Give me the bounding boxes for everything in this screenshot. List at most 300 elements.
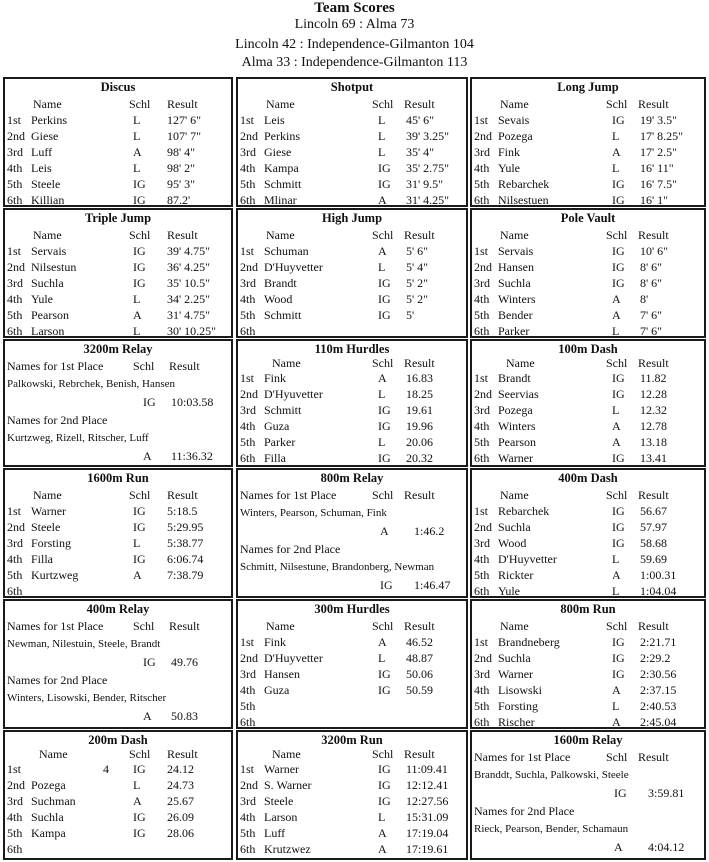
- col-header-result: Result: [169, 619, 200, 633]
- place-label: 2nd: [7, 260, 25, 274]
- col-header-result: Result: [404, 228, 435, 242]
- place-label: 2nd: [240, 129, 258, 143]
- place-label: 4th: [474, 292, 490, 306]
- result-row: [472, 535, 704, 551]
- place-label: 4th: [240, 419, 256, 433]
- school-code: A: [612, 308, 621, 322]
- result-row: [238, 809, 466, 825]
- school-code: L: [133, 113, 141, 127]
- result-row: [238, 793, 466, 809]
- result-value: 7' 6": [640, 308, 663, 322]
- school-code: IG: [133, 504, 146, 518]
- athlete-name: Giese: [264, 145, 292, 159]
- result-value: 87.2': [167, 193, 191, 207]
- place-label: 6th: [240, 193, 256, 207]
- relay-1600-box: [470, 730, 706, 860]
- place-label: 2nd: [7, 778, 25, 792]
- col-header-schl: Schl: [133, 359, 155, 373]
- school-code: L: [133, 324, 141, 338]
- result-value: 36' 4.25": [167, 260, 211, 274]
- athlete-name: Mlinar: [264, 193, 297, 207]
- result-row: [238, 761, 466, 777]
- school-code: L: [133, 129, 141, 143]
- result-value: 19.61: [406, 403, 433, 417]
- run-1600-box: [3, 468, 233, 598]
- result-value: 31' 9.5": [406, 177, 444, 191]
- place-label: 1st: [240, 762, 255, 776]
- result-row: [238, 418, 466, 434]
- col-header-schl: Schl: [133, 619, 155, 633]
- result-value: 7:38.79: [167, 568, 204, 582]
- athlete-name: Guza: [264, 419, 290, 433]
- first-place-result: 3:59.81: [648, 786, 685, 800]
- place-label: 3rd: [474, 667, 490, 681]
- second-place-label: Names for 2nd Place: [7, 673, 108, 687]
- relay-400-box: [3, 599, 233, 729]
- col-header-schl: Schl: [372, 228, 394, 242]
- col-header-schl: Schl: [606, 750, 628, 764]
- school-code: L: [612, 161, 620, 175]
- athlete-name: Yule: [31, 292, 53, 306]
- col-header-schl: Schl: [372, 488, 394, 502]
- athlete-name: Schmitt: [264, 308, 302, 322]
- first-place-label: Names for 1st Place: [7, 619, 104, 633]
- col-header-result: Result: [404, 619, 435, 633]
- result-row: [238, 666, 466, 682]
- col-header-name: Name: [33, 228, 62, 242]
- result-value: 8' 6": [640, 276, 663, 290]
- result-value: 30' 10.25": [167, 324, 217, 338]
- place-label: 1st: [474, 113, 489, 127]
- result-row: [238, 144, 466, 160]
- athlete-name: Rebarchek: [498, 177, 550, 191]
- col-header-name: Name: [272, 356, 301, 370]
- result-row: [472, 112, 704, 128]
- hurdles-110-box: [236, 339, 468, 467]
- school-code: IG: [378, 419, 391, 433]
- result-value: 20.32: [406, 451, 433, 465]
- school-code: L: [378, 387, 386, 401]
- discus-box: [3, 77, 233, 207]
- school-code: L: [133, 536, 141, 550]
- school-code: IG: [133, 193, 146, 207]
- col-header-schl: Schl: [606, 97, 628, 111]
- second-place-school: A: [614, 840, 623, 854]
- col-header-name: Name: [500, 228, 529, 242]
- place-label: 1st: [7, 113, 22, 127]
- col-header-schl: Schl: [606, 356, 628, 370]
- result-row: [5, 841, 231, 857]
- school-code: A: [612, 435, 621, 449]
- place-label: 3rd: [474, 276, 490, 290]
- result-row: [472, 450, 704, 466]
- athlete-name: Bender: [498, 308, 533, 322]
- result-value: 58.68: [640, 536, 667, 550]
- result-row: [5, 535, 231, 551]
- result-value: 35' 2.75": [406, 161, 450, 175]
- school-code: IG: [612, 451, 625, 465]
- second-place-label: Names for 2nd Place: [240, 542, 341, 556]
- result-value: 16' 11": [640, 161, 674, 175]
- school-code: IG: [612, 635, 625, 649]
- place-label: 6th: [474, 451, 490, 465]
- result-row: [5, 551, 231, 567]
- second-place-label: Names for 2nd Place: [474, 804, 575, 818]
- col-header-name: Name: [500, 619, 529, 633]
- result-row: [472, 698, 704, 714]
- school-code: A: [612, 568, 621, 582]
- result-row: [238, 402, 466, 418]
- athlete-name: Yule: [498, 584, 520, 598]
- result-row: [238, 825, 466, 841]
- place-label: 6th: [474, 324, 490, 338]
- result-value: 35' 4": [406, 145, 435, 159]
- result-value: 20.06: [406, 435, 433, 449]
- place-label: 1st: [240, 113, 255, 127]
- triple-jump-box: [3, 208, 233, 338]
- place-label: 2nd: [7, 129, 25, 143]
- dash-100-box: [470, 339, 706, 467]
- athlete-name: Guza: [264, 683, 290, 697]
- result-value: 95' 3": [167, 177, 196, 191]
- place-label: 4th: [7, 810, 23, 824]
- athlete-name: Perkins: [31, 113, 67, 127]
- athlete-name: Kampa: [264, 161, 299, 175]
- place-label: 2nd: [240, 778, 258, 792]
- athlete-name: Schmitt: [264, 403, 302, 417]
- result-row: [472, 144, 704, 160]
- result-value: 12.32: [640, 403, 667, 417]
- place-label: 5th: [240, 435, 256, 449]
- dash-200-box: [3, 730, 233, 860]
- result-value: 13.18: [640, 435, 667, 449]
- hurdles-300-box: [236, 599, 468, 729]
- second-place-result: 11:36.32: [171, 449, 213, 463]
- school-code: IG: [378, 667, 391, 681]
- result-value: 28.06: [167, 826, 194, 840]
- result-value: 12.28: [640, 387, 667, 401]
- col-header-result: Result: [169, 359, 200, 373]
- result-row: [472, 714, 704, 729]
- school-code: L: [612, 129, 620, 143]
- school-code: IG: [378, 177, 391, 191]
- result-value: 11.82: [640, 371, 667, 385]
- high-jump-box: [236, 208, 468, 338]
- school-code: IG: [378, 778, 391, 792]
- place-label: 1st: [240, 244, 255, 258]
- col-header-result: Result: [638, 619, 669, 633]
- second-place-result: 50.83: [171, 709, 198, 723]
- result-row: [472, 291, 704, 307]
- school-code: IG: [612, 536, 625, 550]
- school-code: IG: [133, 520, 146, 534]
- place-label: 2nd: [474, 260, 492, 274]
- result-value: 5' 6": [406, 244, 429, 258]
- result-value: 24.73: [167, 778, 194, 792]
- col-header-schl: Schl: [606, 488, 628, 502]
- result-row: [5, 519, 231, 535]
- place-label: 1st: [474, 504, 489, 518]
- school-code: IG: [612, 667, 625, 681]
- result-value: 34' 2.25": [167, 292, 211, 306]
- col-header-name: Name: [500, 97, 529, 111]
- result-value: 17:19.04: [406, 826, 449, 840]
- school-code: L: [612, 552, 620, 566]
- result-row: [238, 386, 466, 402]
- event-title: Shotput: [330, 80, 374, 94]
- athlete-name: Leis: [31, 161, 52, 175]
- event-title: Triple Jump: [84, 211, 152, 225]
- result-value: 59.69: [640, 552, 667, 566]
- athlete-name: Winters: [498, 419, 536, 433]
- event-title: Discus: [100, 80, 136, 94]
- place-label: 3rd: [474, 536, 490, 550]
- place-label: 1st: [7, 504, 22, 518]
- result-row: [472, 503, 704, 519]
- first-place-result: 10:03.58: [171, 395, 214, 409]
- school-code: IG: [612, 371, 625, 385]
- second-place-names: Winters, Lisowski, Bender, Ritscher: [7, 692, 167, 704]
- school-code: L: [378, 435, 386, 449]
- athlete-name: Hansen: [264, 667, 300, 681]
- event-title: 400m Relay: [86, 602, 150, 616]
- school-code: IG: [612, 651, 625, 665]
- col-header-name: Name: [39, 747, 68, 761]
- result-row: [238, 128, 466, 144]
- first-place-names: Branddt, Suchla, Palkowski, Steele: [474, 769, 629, 781]
- school-code: IG: [378, 292, 391, 306]
- first-place-names: Winters, Pearson, Schuman, Fink: [240, 507, 387, 519]
- result-value: 19.96: [406, 419, 433, 433]
- result-row: [238, 370, 466, 386]
- relay-3200-box: [3, 339, 233, 467]
- col-header-name: Name: [266, 97, 295, 111]
- athlete-name: Rickter: [498, 568, 534, 582]
- col-header-result: Result: [167, 228, 198, 242]
- athlete-name: Nilsestun: [31, 260, 77, 274]
- event-title: 1600m Relay: [553, 733, 623, 747]
- result-row: [472, 259, 704, 275]
- athlete-name: Brandt: [498, 371, 531, 385]
- result-row: [472, 323, 704, 338]
- col-header-schl: Schl: [372, 97, 394, 111]
- place-label: 5th: [7, 308, 23, 322]
- col-header-result: Result: [404, 488, 435, 502]
- result-row: [238, 243, 466, 259]
- long-jump-box: [470, 77, 706, 207]
- col-header-schl: Schl: [129, 488, 151, 502]
- shotput-box: [236, 77, 468, 207]
- school-code: IG: [378, 403, 391, 417]
- event-title: 100m Dash: [558, 342, 618, 356]
- place-label: 6th: [474, 193, 490, 207]
- col-header-name: Name: [266, 619, 295, 633]
- page-title: Team Scores: [314, 0, 395, 16]
- place-label: 2nd: [474, 387, 492, 401]
- athlete-name: Rischer: [498, 715, 535, 729]
- col-header-name: Name: [33, 488, 62, 502]
- event-title: High Jump: [321, 211, 383, 225]
- result-row: [5, 259, 231, 275]
- place-label: 3rd: [240, 794, 256, 808]
- result-row: [5, 291, 231, 307]
- result-value: 5' 4": [406, 260, 429, 274]
- school-code: IG: [133, 177, 146, 191]
- second-place-school: A: [143, 449, 152, 463]
- school-code: L: [378, 145, 386, 159]
- col-header-schl: Schl: [372, 619, 394, 633]
- run-3200-box: [236, 730, 468, 860]
- result-value: 17:19.61: [406, 842, 449, 856]
- result-value: 31' 4.75": [167, 308, 211, 322]
- result-row: [472, 243, 704, 259]
- result-row: [5, 567, 231, 583]
- school-code: A: [612, 683, 621, 697]
- school-code: IG: [133, 552, 146, 566]
- school-code: L: [378, 651, 386, 665]
- athlete-name: Giese: [31, 129, 59, 143]
- result-value: 2:30.56: [640, 667, 677, 681]
- place-label: 4th: [474, 419, 490, 433]
- athlete-name: Brandneberg: [498, 635, 560, 649]
- athlete-name: Kampa: [31, 826, 66, 840]
- result-row: [5, 275, 231, 291]
- second-place-school: IG: [380, 578, 393, 592]
- result-value: 13.41: [640, 451, 667, 465]
- result-row: [238, 307, 466, 323]
- result-value: 5' 2": [406, 276, 429, 290]
- result-row: [238, 434, 466, 450]
- col-header-result: Result: [404, 356, 435, 370]
- team-score-alma-ig: Alma 33 : Independence-Gilmanton 113: [241, 55, 468, 70]
- result-value: 18.25: [406, 387, 433, 401]
- place-label: 4th: [240, 683, 256, 697]
- result-row: [472, 551, 704, 567]
- school-code: IG: [378, 276, 391, 290]
- place-label: 2nd: [240, 260, 258, 274]
- place-label: 1st: [474, 371, 489, 385]
- col-header-result: Result: [167, 488, 198, 502]
- school-code: IG: [378, 308, 391, 322]
- result-row: [238, 682, 466, 698]
- place-label: 1st: [474, 244, 489, 258]
- place-label: 3rd: [240, 276, 256, 290]
- school-code: IG: [378, 683, 391, 697]
- event-title: 3200m Run: [321, 733, 383, 747]
- result-value: 12.78: [640, 419, 667, 433]
- dash-400-box: [470, 468, 706, 598]
- school-code: IG: [133, 762, 146, 776]
- second-place-result: 1:46.47: [414, 578, 451, 592]
- school-code: L: [612, 324, 620, 338]
- school-code: IG: [133, 276, 146, 290]
- result-row: [238, 777, 466, 793]
- result-value: 2:40.53: [640, 699, 677, 713]
- result-row: [5, 809, 231, 825]
- result-value: 46.52: [406, 635, 433, 649]
- school-code: L: [612, 584, 620, 598]
- first-place-label: Names for 1st Place: [7, 359, 104, 373]
- result-row: [238, 176, 466, 192]
- result-value: 98' 4": [167, 145, 196, 159]
- result-value: 50.59: [406, 683, 433, 697]
- school-code: L: [378, 113, 386, 127]
- result-value: 10' 6": [640, 244, 669, 258]
- second-place-names: Schmitt, Nilsestune, Brandonberg, Newman: [240, 561, 435, 573]
- result-row: [238, 634, 466, 650]
- place-label: 3rd: [7, 536, 23, 550]
- athlete-name: Sevais: [498, 113, 530, 127]
- result-row: [472, 682, 704, 698]
- athlete-name: Killian: [31, 193, 65, 207]
- result-row: [238, 841, 466, 857]
- school-code: A: [133, 794, 142, 808]
- athlete-name: Forsting: [498, 699, 539, 713]
- col-header-name: Name: [272, 747, 301, 761]
- col-header-result: Result: [638, 228, 669, 242]
- result-row: [238, 650, 466, 666]
- school-code: L: [133, 778, 141, 792]
- school-code: L: [378, 129, 386, 143]
- school-code: L: [612, 403, 620, 417]
- result-value: 39' 3.25": [406, 129, 450, 143]
- result-row: [238, 192, 466, 207]
- school-code: IG: [133, 260, 146, 274]
- school-code: IG: [612, 387, 625, 401]
- team-score-lincoln-alma: Lincoln 69 : Alma 73: [294, 17, 415, 32]
- col-header-result: Result: [638, 750, 669, 764]
- athlete-name: D'Huyvetter: [498, 552, 557, 566]
- result-row: [5, 583, 231, 598]
- second-place-school: A: [143, 709, 152, 723]
- place-label: 5th: [474, 568, 490, 582]
- athlete-name: Brandt: [264, 276, 297, 290]
- first-place-result: 1:46.2: [414, 524, 445, 538]
- col-header-schl: Schl: [129, 747, 151, 761]
- athlete-name: D'Huyvetter: [264, 651, 323, 665]
- result-row: [472, 386, 704, 402]
- team-score-lincoln-ig: Lincoln 42 : Independence-Gilmanton 104: [235, 37, 474, 52]
- place-label: 2nd: [240, 651, 258, 665]
- place-label: 3rd: [474, 403, 490, 417]
- place-label: 6th: [7, 193, 23, 207]
- school-code: A: [133, 145, 142, 159]
- result-value: 17' 8.25": [640, 129, 684, 143]
- result-row: [5, 777, 231, 793]
- school-code: IG: [612, 260, 625, 274]
- athlete-name: Wood: [264, 292, 293, 306]
- place-label: 5th: [474, 177, 490, 191]
- second-place-names: Kurtzweg, Rizell, Ritscher, Luff: [7, 432, 149, 444]
- athlete-name: Warner: [498, 667, 534, 681]
- result-row: [5, 323, 231, 338]
- result-value: 5:29.95: [167, 520, 204, 534]
- result-row: [472, 307, 704, 323]
- result-value: 17' 2.5": [640, 145, 678, 159]
- athlete-name: Leis: [264, 113, 285, 127]
- place-label: 4th: [474, 552, 490, 566]
- place-label: 5th: [240, 699, 256, 713]
- result-value: 2:21.71: [640, 635, 677, 649]
- place-label: 3rd: [240, 145, 256, 159]
- first-place-result: 49.76: [171, 655, 198, 669]
- col-header-result: Result: [404, 747, 435, 761]
- place-label: 2nd: [474, 520, 492, 534]
- second-place-label: Names for 2nd Place: [7, 413, 108, 427]
- athlete-name: Fink: [264, 371, 287, 385]
- result-value: 12:27.56: [406, 794, 449, 808]
- athlete-name: Suchla: [31, 810, 64, 824]
